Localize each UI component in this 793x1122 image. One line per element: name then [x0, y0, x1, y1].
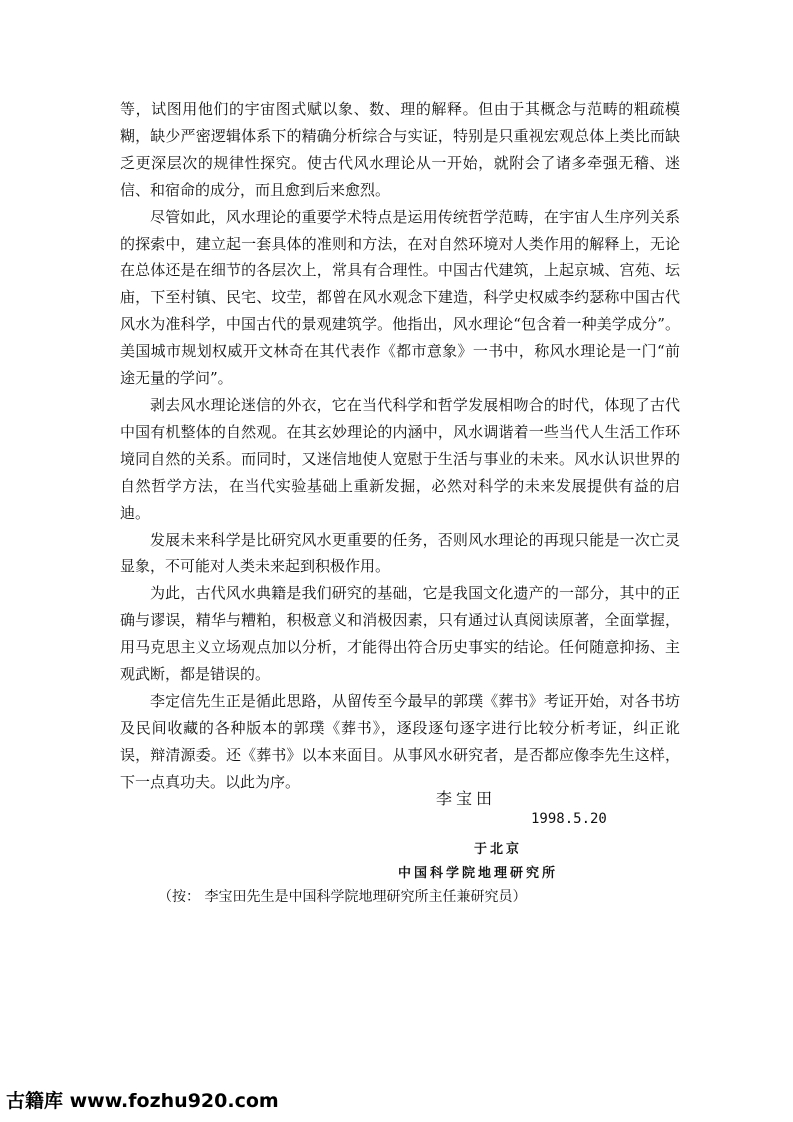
paragraph-future-science: 发展未来科学是比研究风水更重要的任务，否则风水理论的再现只能是一次亡灵显象，不可能对人类未来起到积极作用。 — [120, 530, 680, 576]
paragraph-remove-superstition: 剥去风水理论迷信的外衣，它在当代科学和哲学发展相吻合的时代，体现了古代中国有机整体的自然观。在其玄妙理论的内涵中，风水调谐着一些当代人生活工作环境同自然的关系。而同时，又迷信地使人宽慰于生活与事业的未来。风水认识世界的自然哲学方法，在当代实验基础上重新发掘，必然对科学的未来发展提供有益的启迪。 — [120, 395, 680, 522]
paragraph-continued: 等，试图用他们的宇宙图式赋以象、数、理的解释。但由于其概念与范畴的粗疏模糊，缺少严密逻辑体系下的精确分析综合与实证，特别是只重视宏观总体上类比而缺乏更深层次的规律性探究。使古代风水理论从一开始，就附会了诸多牵强无稽、迷信、和宿命的成分，而且愈到后来愈烈。 — [120, 100, 680, 199]
paragraph-academic-features: 尽管如此，风水理论的重要学术特点是运用传统哲学范畴，在宇宙人生序列关系的探索中，建立起一套具体的准则和方法，在对自然环境对人类作用的解释上，无论在总体还是在细节的各层次上，常具有合理性。中国古代建筑，上起京城、宫苑、坛庙，下至村镇、民宅、坟茔，都曾在风水观念下建造，科学史权威李约瑟称中国古代风水为准科学，中国古代的景观建筑学。他指出，风水理论“包含着一种美学成分”。美国城市规划权威开文林奇在其代表作《都市意象》一书中，称风水理论是一门“前途无量的学问”。 — [120, 207, 680, 388]
signature-author: 李宝田 — [436, 789, 497, 808]
body-text — [120, 96, 680, 796]
paragraph-li-dingxin: 李定信先生正是循此思路，从留传至今最早的郭璞《葬书》考证开始，对各书坊及民间收藏的各种版本的郭璞《葬书》，逐段逐句逐字进行比较分析考证，纠正讹误，辩清源委。还《葬书》以本来面目。从事风水研究者，是否都应像李先生这样，下一点真功夫。以此为序。 — [120, 691, 680, 791]
signature-institute: 中国科学院地理研究所 — [398, 866, 559, 881]
paragraph-classical-texts: 为此，古代风水典籍是我们研究的基础，它是我国文化遗产的一部分，其中的正确与谬误，精华与糟粕，积极意义和消极因素，只有通过认真阅读原著，全面掌握，用马克思主义立场观点加以分析，才能得出符合历史事实的结论。任何随意抑扬、主观武断，都是错误的。 — [120, 584, 680, 684]
author-note: （按： 李宝田先生是中国科学院地理研究所主任兼研究员） — [158, 889, 527, 905]
signature-place: 于北京 — [474, 842, 523, 857]
signature-date: 1998.5.20 — [531, 811, 607, 827]
site-watermark: 古籍库 www.fozhu920.com — [6, 1090, 279, 1112]
